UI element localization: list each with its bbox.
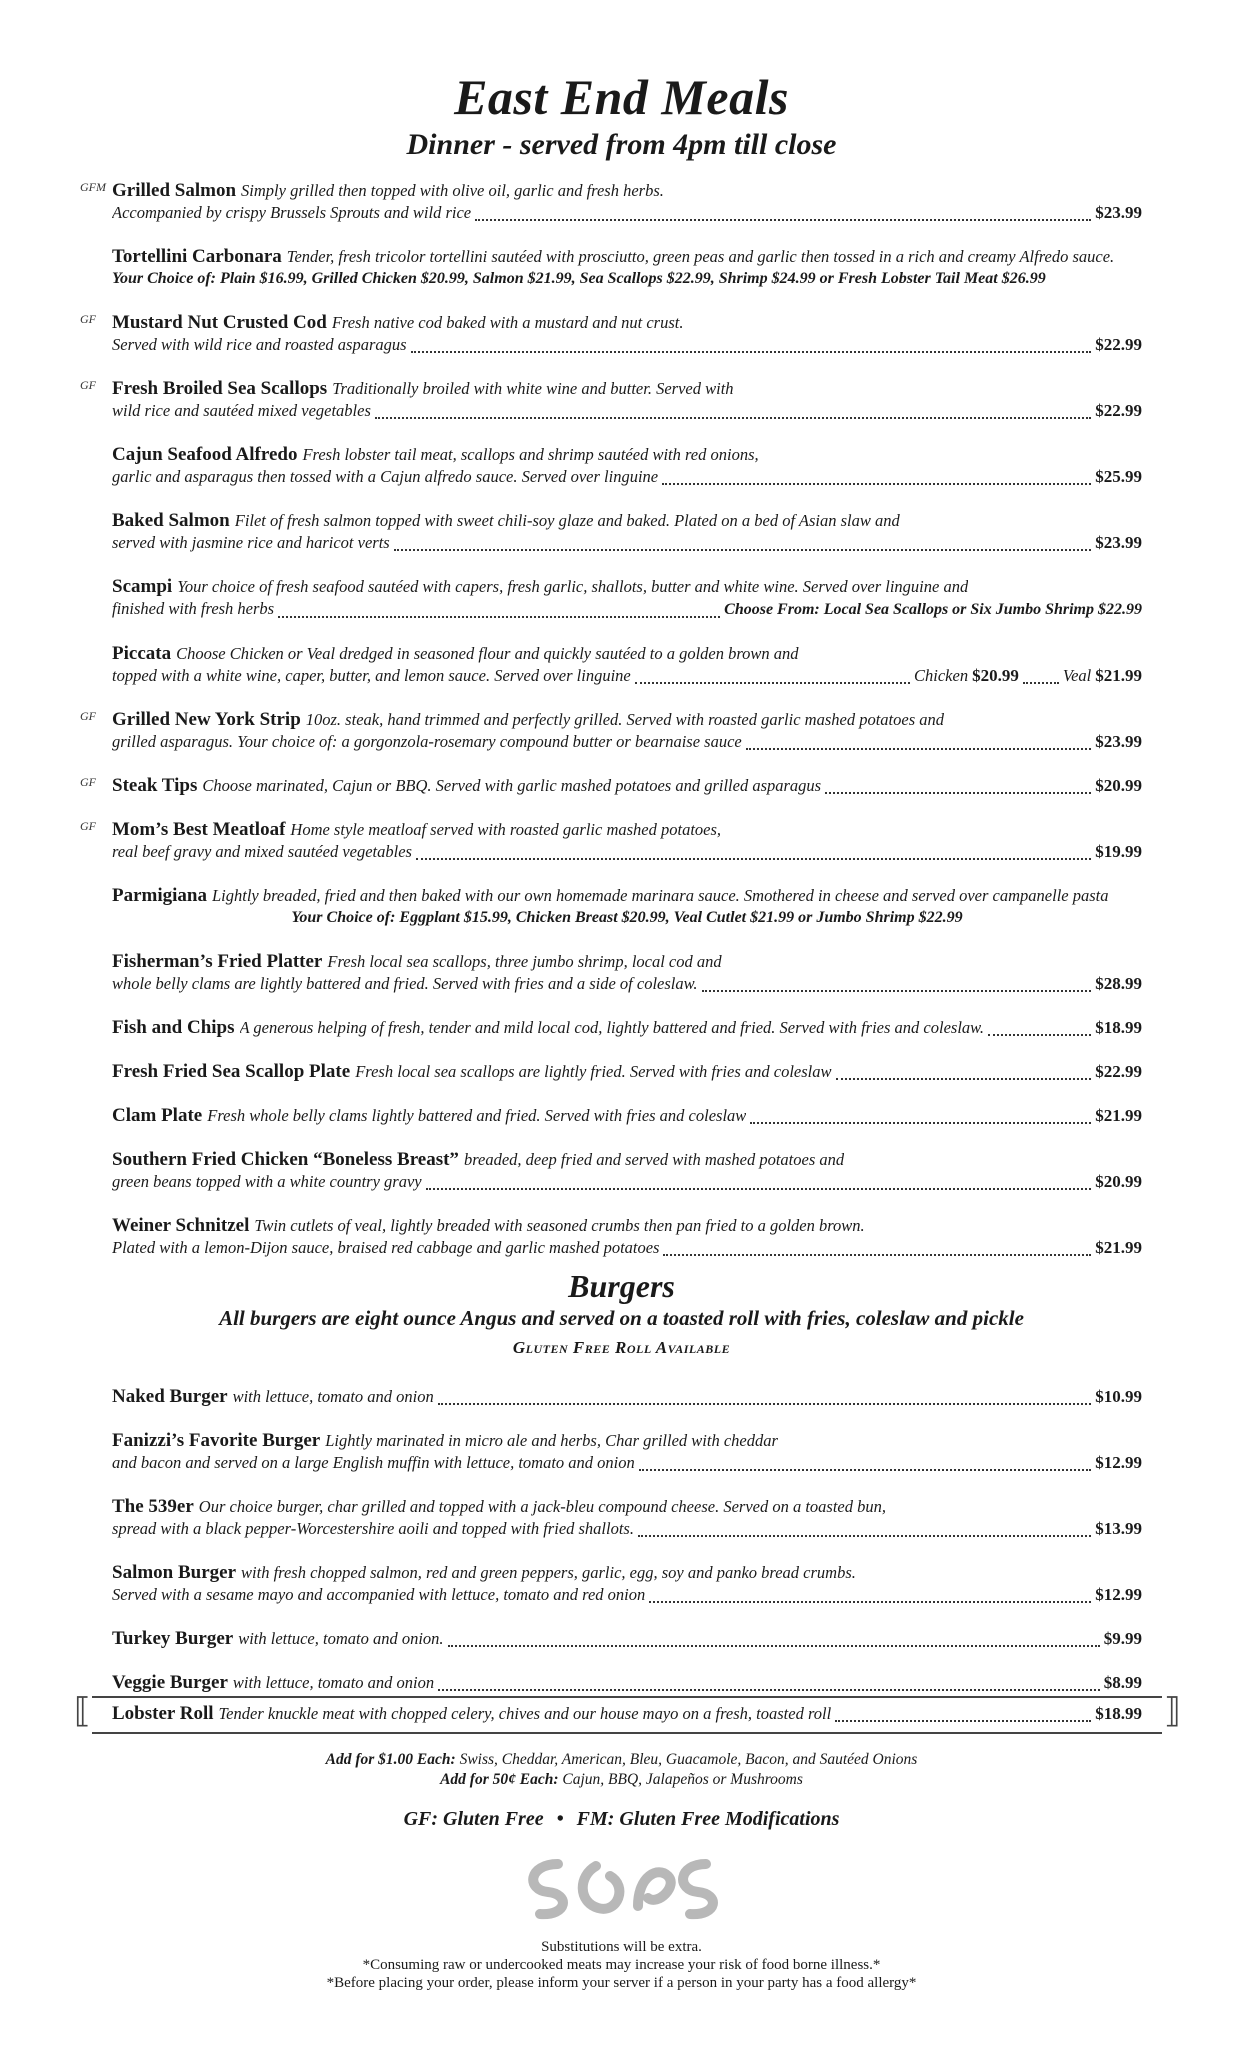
item-name: Fisherman’s Fried Platter (112, 951, 323, 972)
item-name: Fresh Fried Sea Scallop Plate (112, 1061, 351, 1082)
menu-item (112, 1562, 1142, 1606)
ornament-logo-icon (518, 1846, 728, 1928)
menu-item (112, 246, 1142, 290)
item-name: Grilled New York Strip (112, 709, 301, 730)
legend-separator: • (556, 1808, 564, 1830)
dot-leader (438, 1683, 1100, 1691)
addons (0, 1750, 1243, 1790)
dot-leader (746, 742, 1092, 750)
item-desc: breaded, deep fried and served with mashed potatoes and (463, 1150, 845, 1169)
dot-leader (639, 1463, 1091, 1471)
item-choices: Your Choice of: Plain $16.99, Grilled Chicken $20.99, Salmon $21.99, Sea Scallops $22.99, Shrimp $24.99 or Fresh Lobster Tail Meat $26.99 (112, 270, 1046, 287)
menu-item (112, 885, 1142, 929)
menu-item (80, 819, 1142, 863)
dot-leader (278, 610, 720, 618)
menu-subtitle: Dinner - served from 4pm till close (406, 128, 837, 161)
item-desc: A generous helping of fresh, tender and mild local cod, lightly battered and fried. Served with fries and coleslaw. (239, 1018, 985, 1037)
dot-leader (416, 852, 1091, 860)
item-desc: Our choice burger, char grilled and topped with a jack-bleu compound cheese. Served on a toasted bun, (198, 1497, 887, 1516)
gluten-tag: GF (80, 378, 96, 392)
menu-item (112, 1105, 1142, 1127)
item-price: $19.99 (1095, 842, 1142, 861)
dot-leader (475, 213, 1091, 221)
item-desc: Fresh local sea scallops, three jumbo shrimp, local cod and (327, 952, 722, 971)
menu-item (80, 378, 1142, 422)
item-name: Baked Salmon (112, 510, 230, 531)
dot-leader (375, 411, 1091, 419)
dot-leader (835, 1714, 1091, 1722)
menu-item (112, 1628, 1142, 1650)
item-desc: grilled asparagus. Your choice of: a gorgonzola-rosemary compound butter or bearnaise sauce (112, 732, 742, 751)
featured-item-frame (74, 1693, 1181, 1734)
dot-leader (426, 1182, 1092, 1190)
item-price: $23.99 (1095, 203, 1142, 222)
item-desc: Fresh lobster tail meat, scallops and shrimp sautéed with red onions, (302, 445, 759, 464)
dot-leader (988, 1028, 1091, 1036)
dot-leader (635, 676, 910, 684)
dot-leader (394, 543, 1092, 551)
item-desc: Fresh whole belly clams lightly battered and fried. Served with fries and coleslaw (207, 1106, 747, 1125)
item-price: $13.99 (1095, 1519, 1142, 1538)
item-price: $12.99 (1095, 1585, 1142, 1604)
footer-allergy-warning: *Before placing your order, please inform your server if a person in your party has a food allergy* (326, 1975, 917, 1991)
item-desc: green beans topped with a white country gravy (112, 1172, 422, 1191)
menu-item (112, 1215, 1142, 1259)
burgers-subheading: All burgers are eight ounce Angus and served on a toasted roll with fries, coleslaw and pickle (219, 1306, 1024, 1330)
item-desc: Traditionally broiled with white wine and butter. Served with (332, 379, 734, 398)
item-name: Tortellini Carbonara (112, 246, 282, 267)
dot-leader (825, 786, 1091, 794)
menu-item (80, 775, 1142, 797)
dinner-items (0, 180, 1243, 1259)
scroll-ornament-icon: ⟦ (74, 1693, 91, 1730)
dot-leader (649, 1595, 1091, 1603)
item-price: $22.99 (1095, 401, 1142, 420)
item-name: Piccata (112, 643, 172, 664)
item-desc: Choose marinated, Cajun or BBQ. Served with garlic mashed potatoes and grilled asparagus (202, 776, 822, 795)
item-price: $23.99 (1095, 732, 1142, 751)
item-desc: Served with wild rice and roasted asparagus (112, 335, 407, 354)
footer (0, 1938, 1243, 1992)
item-name: Lobster Roll (112, 1703, 214, 1724)
legend (0, 1808, 1243, 1831)
item-desc: and bacon and served on a large English muffin with lettuce, tomato and onion (112, 1453, 635, 1472)
addon-items: Swiss, Cheddar, American, Bleu, Guacamole, Bacon, and Sautéed Onions (459, 1751, 918, 1768)
menu-item (112, 444, 1142, 488)
item-price: $8.99 (1103, 1673, 1142, 1692)
item-price: $12.99 (1095, 1453, 1142, 1472)
item-desc: with lettuce, tomato and onion (232, 1673, 435, 1692)
item-price: $9.99 (1103, 1629, 1142, 1648)
item-price: $21.99 (1095, 1238, 1142, 1257)
item-price: $23.99 (1095, 533, 1142, 552)
item-price: $10.99 (1095, 1387, 1142, 1406)
item-desc: Tender knuckle meat with chopped celery, chives and our house mayo on a fresh, toasted roll (218, 1704, 832, 1723)
item-price: $25.99 (1095, 467, 1142, 486)
item-name: The 539er (112, 1496, 194, 1517)
gluten-tag: GFM (80, 180, 106, 194)
item-desc: Accompanied by crispy Brussels Sprouts and wild rice (112, 203, 472, 222)
item-price: $20.99 (1095, 776, 1142, 795)
item-name: Southern Fried Chicken “Boneless Breast” (112, 1149, 459, 1170)
item-desc: real beef gravy and mixed sautéed vegetables (112, 842, 412, 861)
item-name: Scampi (112, 576, 173, 597)
footer-raw-warning: *Consuming raw or undercooked meats may increase your risk of food borne illness.* (362, 1957, 881, 1973)
menu-item (112, 1061, 1142, 1083)
dot-leader (750, 1116, 1091, 1124)
menu-item (112, 1149, 1142, 1193)
item-price: $22.99 (1095, 335, 1142, 354)
item-desc: with lettuce, tomato and onion. (238, 1629, 444, 1648)
item-desc: Plated with a lemon-Dijon sauce, braised red cabbage and garlic mashed potatoes (112, 1238, 660, 1257)
item-desc: finished with fresh herbs (112, 599, 275, 618)
item-price: $21.99 (1095, 1106, 1142, 1125)
dot-leader (663, 1248, 1091, 1256)
addon-items: Cajun, BBQ, Jalapeños or Mushrooms (562, 1771, 803, 1788)
menu-item (112, 951, 1142, 995)
item-desc: topped with a white wine, caper, butter, and lemon sauce. Served over linguine (112, 666, 631, 685)
gluten-tag: GF (80, 312, 96, 326)
item-name: Turkey Burger (112, 1628, 234, 1649)
dot-leader (411, 345, 1092, 353)
item-desc: 10oz. steak, hand trimmed and perfectly grilled. Served with roasted garlic mashed potatoes and (305, 710, 944, 729)
item-desc: Twin cutlets of veal, lightly breaded with seasoned crumbs then pan fried to a golden brown. (254, 1216, 865, 1235)
menu-item (112, 643, 1142, 687)
scroll-ornament-icon: ⟧ (1164, 1693, 1181, 1730)
dot-leader (638, 1529, 1091, 1537)
item-name: Veggie Burger (112, 1672, 228, 1693)
item-name: Fanizzi’s Favorite Burger (112, 1430, 321, 1451)
item-price: $22.99 (1095, 1062, 1142, 1081)
gluten-tag: GF (80, 775, 96, 789)
gluten-tag: GF (80, 709, 96, 723)
addon-label: Add for 50¢ Each: (440, 1771, 559, 1788)
item-desc: Filet of fresh salmon topped with sweet chili-soy glaze and baked. Plated on a bed of Asian slaw and (234, 511, 900, 530)
item-price: $28.99 (1095, 974, 1142, 993)
addon-label: Add for $1.00 Each: (325, 1751, 456, 1768)
item-name: Naked Burger (112, 1386, 228, 1407)
item-desc: wild rice and sautéed mixed vegetables (112, 401, 371, 420)
item-name: Mustard Nut Crusted Cod (112, 312, 327, 333)
menu-item (80, 709, 1142, 753)
footer-substitutions: Substitutions will be extra. (541, 1939, 702, 1955)
item-name: Clam Plate (112, 1105, 203, 1126)
legend-gf: GF: Gluten Free (403, 1808, 544, 1830)
gluten-free-roll-note: Gluten Free Roll Available (512, 1338, 731, 1357)
item-name: Cajun Seafood Alfredo (112, 444, 298, 465)
item-desc: Simply grilled then topped with olive oil, garlic and fresh herbs. (241, 181, 664, 200)
item-price: $20.99 (1095, 1172, 1142, 1191)
item-name: Grilled Salmon (112, 180, 237, 201)
item-desc: Fresh native cod baked with a mustard and nut crust. (331, 313, 684, 332)
item-name: Fish and Chips (112, 1017, 235, 1038)
item-desc: Fresh local sea scallops are lightly fried. Served with fries and coleslaw (355, 1062, 832, 1081)
item-desc: Tender, fresh tricolor tortellini sautéed with prosciutto, green peas and garlic then tossed in a rich and creamy Alfredo sauce. (286, 247, 1115, 266)
item-desc: garlic and asparagus then tossed with a Cajun alfredo sauce. Served over linguine (112, 467, 659, 486)
burgers-heading: Burgers (568, 1268, 675, 1304)
item-desc: Home style meatloaf served with roasted garlic mashed potatoes, (290, 820, 722, 839)
item-desc: Served with a sesame mayo and accompanied with lettuce, tomato and red onion (112, 1585, 646, 1604)
item-name: Parmigiana (112, 885, 207, 906)
option-label: Chicken (914, 666, 969, 685)
item-name: Fresh Broiled Sea Scallops (112, 378, 328, 399)
menu-item (112, 1496, 1142, 1540)
item-name: Weiner Schnitzel (112, 1215, 250, 1236)
menu-title: East End Meals (454, 69, 789, 125)
item-price: $18.99 (1095, 1704, 1142, 1723)
item-desc: Lightly marinated in micro ale and herbs, Char grilled with cheddar (325, 1431, 778, 1450)
dot-leader (438, 1397, 1091, 1405)
legend-fm: FM: Gluten Free Modifications (576, 1808, 840, 1830)
item-name: Steak Tips (112, 775, 198, 796)
menu-item (80, 180, 1142, 224)
item-price: $20.99 (972, 666, 1019, 685)
menu-item (112, 1017, 1142, 1039)
item-price: $18.99 (1095, 1018, 1142, 1037)
menu-item (112, 1703, 1142, 1725)
dot-leader (702, 984, 1092, 992)
item-name: Mom’s Best Meatloaf (112, 819, 286, 840)
menu-item (112, 510, 1142, 554)
item-desc: spread with a black pepper-Worcestershire aoili and topped with fried shallots. (112, 1519, 634, 1538)
menu-item (112, 1672, 1142, 1694)
item-desc: Choose Chicken or Veal dredged in seasoned flour and quickly sautéed to a golden brown and (176, 644, 799, 663)
item-name: Salmon Burger (112, 1562, 237, 1583)
item-desc: whole belly clams are lightly battered and fried. Served with fries and a side of coleslaw. (112, 974, 698, 993)
item-choices: Your Choice of: Eggplant $15.99, Chicken Breast $20.99, Veal Cutlet $21.99 or Jumbo Shrimp $22.99 (291, 909, 963, 926)
item-desc: served with jasmine rice and haricot verts (112, 533, 390, 552)
dot-leader (1023, 676, 1059, 684)
menu-item (80, 312, 1142, 356)
item-price: Choose From: Local Sea Scallops or Six Jumbo Shrimp $22.99 (724, 601, 1142, 618)
menu-item (112, 1386, 1142, 1408)
item-desc: Lightly breaded, fried and then baked with our own homemade marinara sauce. Smothered in cheese and served over campanelle pasta (212, 886, 1109, 905)
menu-item (112, 1430, 1142, 1474)
burger-items (0, 1386, 1243, 1694)
gluten-tag: GF (80, 819, 96, 833)
item-desc: with fresh chopped salmon, red and green peppers, garlic, egg, soy and panko bread crumbs. (241, 1563, 856, 1582)
item-price: $21.99 (1095, 666, 1142, 685)
item-desc: Your choice of fresh seafood sautéed with capers, fresh garlic, shallots, butter and white wine. Served over linguine and (177, 577, 969, 596)
dot-leader (836, 1072, 1092, 1080)
dot-leader (662, 477, 1091, 485)
item-desc: with lettuce, tomato and onion (232, 1387, 434, 1406)
option-label: Veal (1062, 666, 1092, 685)
dot-leader (448, 1639, 1100, 1647)
menu-item (112, 576, 1142, 621)
